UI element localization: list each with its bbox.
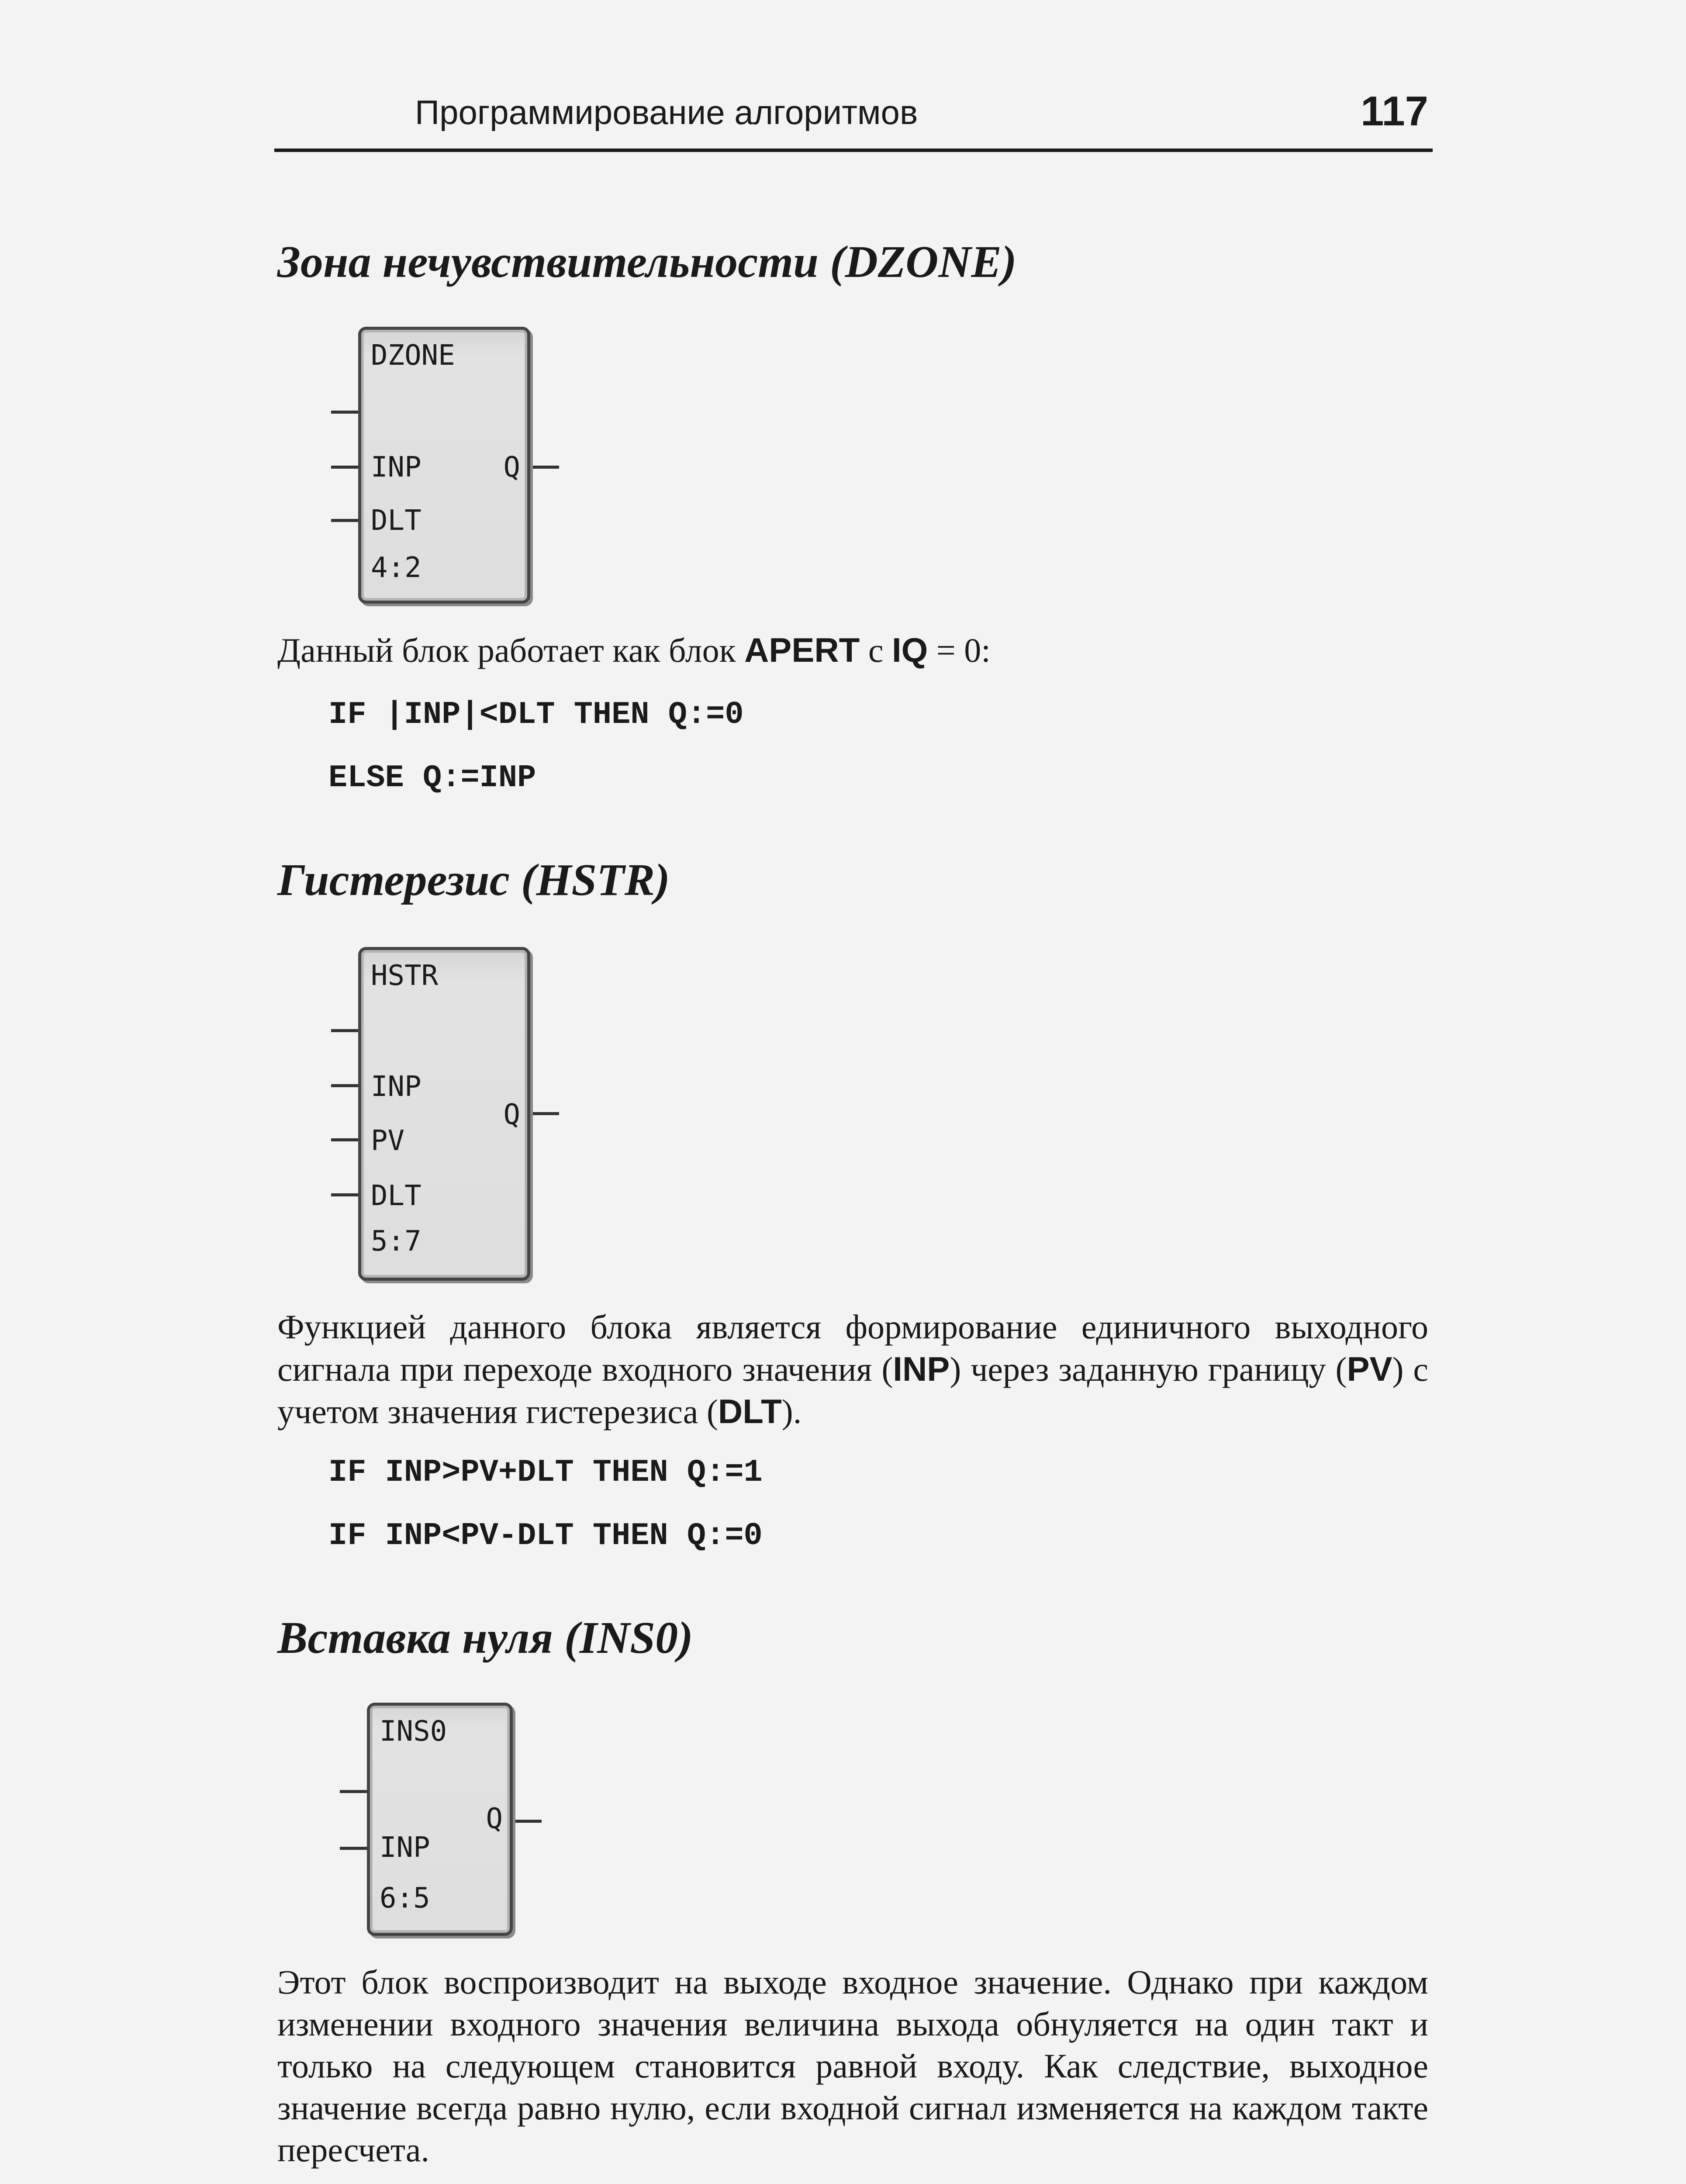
ref-pv: PV — [1347, 1350, 1392, 1388]
ins0-inp-lead — [340, 1847, 370, 1850]
hstr-code-line-1: IF INP>PV+DLT THEN Q:=1 — [328, 1455, 763, 1490]
ref-iq: IQ — [891, 631, 928, 669]
ref-apert: APERT — [744, 631, 860, 669]
block-coordinate: 6:5 — [380, 1882, 430, 1914]
hstr-block-body — [358, 947, 530, 1281]
block-name: HSTR — [371, 960, 439, 992]
hstr-code-line-2: IF INP<PV-DLT THEN Q:=0 — [328, 1518, 763, 1554]
page-header — [274, 83, 1433, 152]
input-pin-inp: INP — [371, 451, 422, 484]
dzone-intro: Данный блок работает как блок APERT с IQ = 0: — [277, 631, 991, 669]
block-name: INS0 — [380, 1715, 447, 1748]
ins0-unused-input-lead — [340, 1790, 370, 1793]
block-coordinate: 5:7 — [371, 1225, 422, 1258]
dzone-unused-input-lead — [331, 411, 362, 414]
ref-inp: INP — [893, 1350, 950, 1388]
dzone-inp-lead — [331, 466, 362, 469]
hstr-dlt-lead — [331, 1193, 362, 1196]
dzone-block-body — [358, 327, 530, 604]
input-pin-inp: INP — [380, 1832, 430, 1864]
dzone-code-line-1: IF |INP|<DLT THEN Q:=0 — [328, 697, 744, 733]
output-pin-q: Q — [503, 1099, 520, 1131]
hstr-description: Функцией данного блока является формирование единичного выходного сигнала при переходе входного значения (INP) через заданную границу (PV) с учетом значения гистерезиса (DLT). — [277, 1308, 1428, 1431]
hstr-pv-lead — [331, 1138, 362, 1141]
output-pin-q: Q — [503, 451, 520, 484]
hstr-inp-lead — [331, 1084, 362, 1087]
output-pin-q: Q — [486, 1803, 503, 1835]
hstr-unused-input-lead — [331, 1029, 362, 1032]
input-pin-inp: INP — [371, 1071, 422, 1103]
page-number: 117 — [1361, 88, 1428, 135]
running-title: Программирование алгоритмов — [415, 93, 918, 131]
section-heading-hstr: Гистерезис (HSTR) — [277, 855, 670, 905]
section-heading-dzone: Зона нечувствительности (DZONE) — [277, 237, 1017, 287]
section-heading-ins0: Вставка нуля (INS0) — [277, 1613, 693, 1663]
ref-dlt: DLT — [718, 1392, 782, 1431]
block-name: DZONE — [371, 339, 455, 372]
input-pin-pv: PV — [371, 1125, 405, 1157]
ins0-block-body — [367, 1703, 513, 1936]
dzone-code-line-2: ELSE Q:=INP — [328, 760, 536, 796]
ins0-description: Этот блок воспроизводит на выходе входное значение. Однако при каждом изменении входного значения величина выхода обнуляется на один такт и только на следующем становится равной входу. Как следствие, выходное значение всегда равно нулю, если входной сигнал изменяется на каждом такте пересчета. — [277, 1963, 1428, 2169]
dzone-dlt-lead — [331, 519, 362, 522]
input-pin-dlt: DLT — [371, 1180, 422, 1212]
input-pin-dlt: DLT — [371, 505, 422, 537]
block-coordinate: 4:2 — [371, 552, 422, 584]
